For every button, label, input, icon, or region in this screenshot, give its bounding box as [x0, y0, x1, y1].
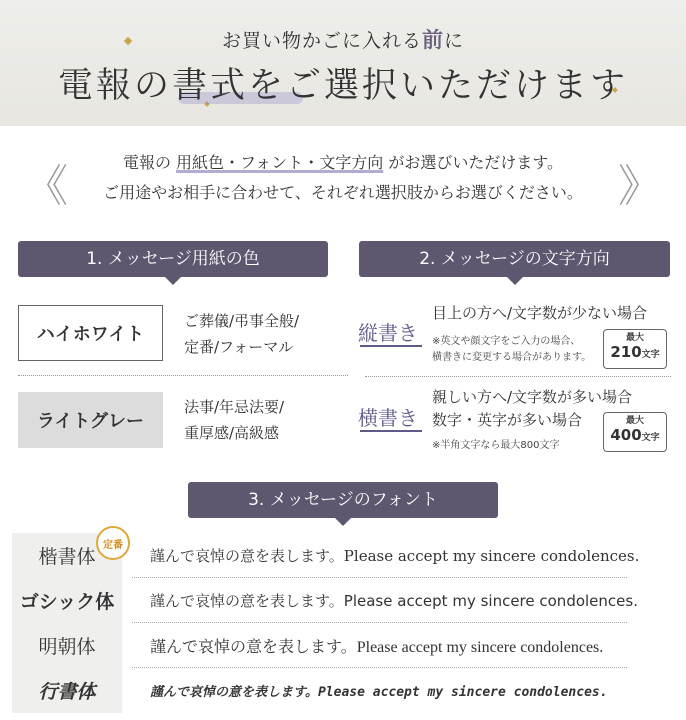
- direction-horizontal-desc-1: 親しい方へ/文字数が多い場合: [432, 388, 633, 406]
- standard-badge-icon: 定番: [96, 526, 130, 560]
- vertical-max-badge: 最大 210文字: [603, 329, 667, 369]
- paper-gray-desc: 法事/年忌法要/ 重厚感/高級感: [184, 398, 285, 442]
- intro-text: [0, 148, 686, 212]
- font-sample: 謹んで哀悼の意を表します。Please accept my sincere condolences.: [150, 547, 640, 565]
- font-name: 楷書体: [12, 533, 122, 578]
- hero-subtitle-accent: 前: [422, 28, 444, 52]
- font-sample: 謹んで哀悼の意を表します。Please accept my sincere condolences.: [150, 685, 608, 700]
- horizontal-max-badge: 最大 400文字: [603, 412, 667, 452]
- direction-vertical-option[interactable]: 縦書き: [358, 321, 418, 345]
- direction-vertical-note: ※英文や顔文字をご入力の場合、 横書きに変更する場合があります。: [432, 336, 592, 363]
- font-name: 明朝体: [12, 623, 122, 668]
- intro-highlight: 用紙色・フォント・文字方向: [176, 153, 384, 172]
- direction-underline: [360, 430, 422, 432]
- font-row-gyosho[interactable]: [12, 668, 674, 713]
- page-title: 電報の書式をご選択いただけます: [57, 66, 628, 106]
- font-sample: 謹んで哀悼の意を表します。Please accept my sincere condolences.: [150, 639, 604, 656]
- divider: [365, 376, 671, 377]
- hero-subtitle: お買い物かごに入れる前に: [221, 28, 465, 52]
- right-bracket-icon: 》: [618, 161, 662, 212]
- hero-header: [0, 0, 686, 126]
- intro-line-1: 電報の 用紙色・フォント・文字方向 がお選びいただけます。: [122, 153, 564, 172]
- font-sample: 謹んで哀悼の意を表します。Please accept my sincere condolences.: [150, 592, 638, 610]
- section-font-title: 3. メッセージのフォント: [188, 482, 498, 518]
- direction-horizontal-note: ※半角文字なら最大800文字: [432, 440, 560, 451]
- left-bracket-icon: 《: [24, 161, 68, 212]
- divider: [18, 375, 348, 376]
- direction-horizontal-option[interactable]: 横書き: [358, 406, 418, 430]
- direction-horizontal-desc-2: 数字・英字が多い場合: [432, 411, 583, 429]
- paper-white-desc: ご葬儀/弔事全般/ 定番/フォーマル: [184, 312, 300, 356]
- font-row-gothic[interactable]: [12, 578, 674, 623]
- paper-white-option[interactable]: ハイホワイト: [18, 305, 163, 361]
- direction-vertical-desc: 目上の方へ/文字数が少ない場合: [432, 304, 648, 322]
- direction-underline: [360, 345, 422, 347]
- section-paper-color-title: 1. メッセージ用紙の色: [18, 241, 328, 277]
- intro-line-2: ご用途やお相手に合わせて、それぞれ選択肢からお選びください。: [103, 183, 583, 202]
- font-name: ゴシック体: [12, 578, 122, 623]
- paper-gray-option[interactable]: ライトグレー: [18, 392, 163, 448]
- font-row-mincho[interactable]: [12, 623, 674, 668]
- section-direction-title: 2. メッセージの文字方向: [359, 241, 670, 277]
- font-name: 行書体: [12, 668, 122, 713]
